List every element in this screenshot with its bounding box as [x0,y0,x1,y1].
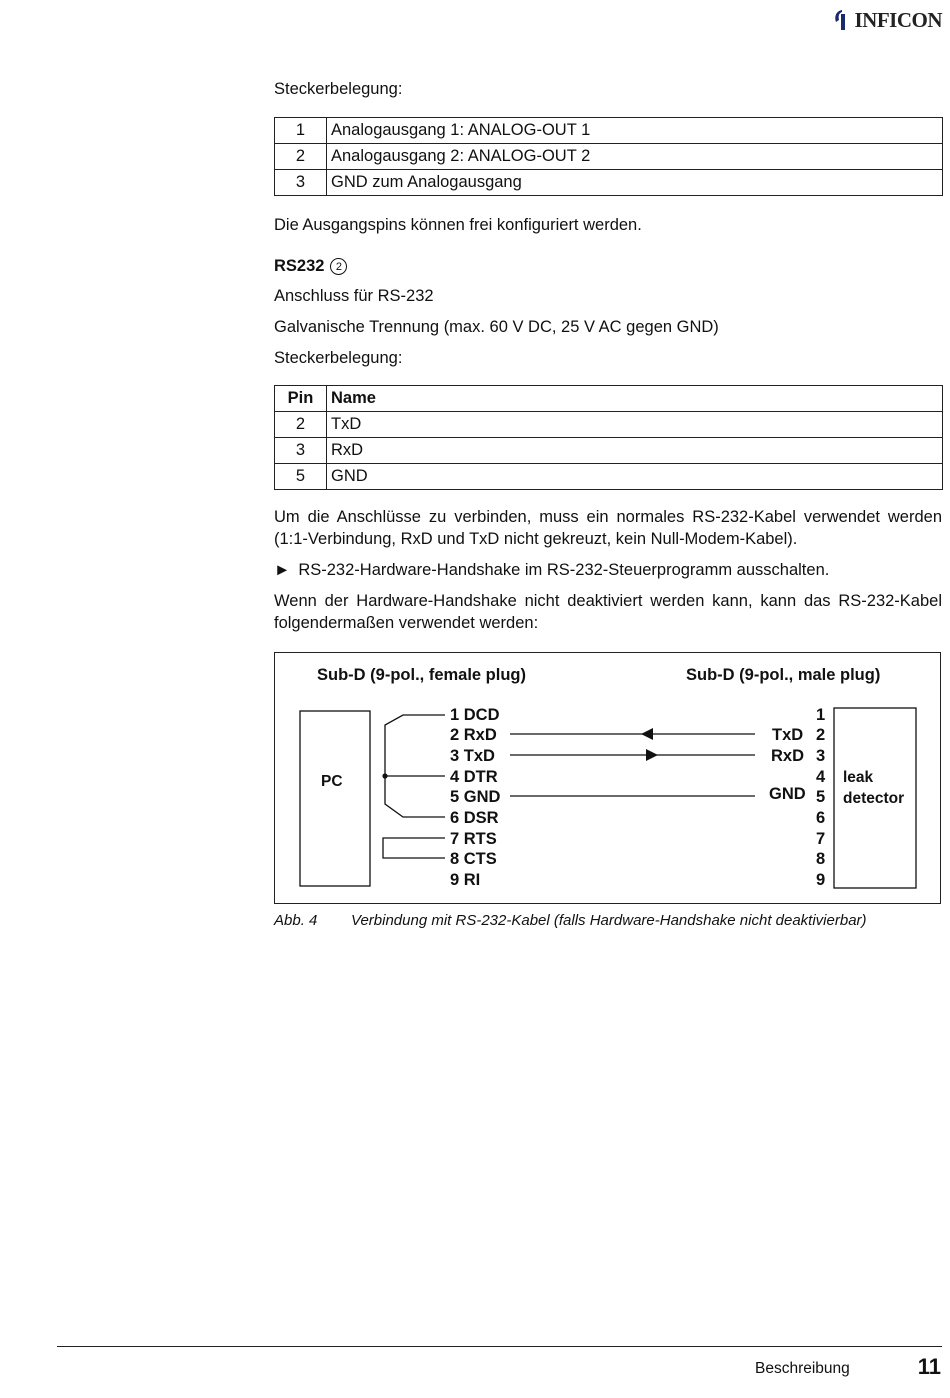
table-row [275,412,943,438]
rs232-label: Steckerbelegung: [274,349,403,367]
left-pin-labels [450,706,501,889]
figure-caption [274,912,867,929]
caption-text: Verbindung mit RS-232-Kabel (falls Hardware-Handshake nicht deaktivierbar) [351,912,867,929]
desc-cell: GND zum Analogausgang [327,170,943,196]
left-pin-2: 2 RxD [450,726,497,744]
left-pin-1: 1 DCD [450,706,500,724]
right-signal-txd: TxD [772,726,804,744]
wire-rts-cts-loop [383,838,445,858]
rs232-title: RS232 [274,257,325,275]
pc-box [300,711,370,886]
table-header-row [275,386,943,412]
table-row [275,144,943,170]
left-pin-6: 6 DSR [450,809,499,827]
left-connector-title: Sub-D (9-pol., female plug) [317,666,526,684]
right-pin-9: 9 [816,871,826,889]
right-connector-title: Sub-D (9-pol., male plug) [686,666,881,684]
pin-cell: 3 [275,438,327,464]
name-cell: TxD [327,412,943,438]
left-pin-3: 3 TxD [450,747,495,765]
junction-dot-icon [382,773,387,778]
brand-name: INFICON [854,7,942,32]
arrow-right-icon [646,749,658,761]
right-signal-gnd: GND [769,785,806,803]
header-pin: Pin [275,386,327,412]
pin-cell: 3 [275,170,327,196]
inficon-logo-icon [832,8,852,32]
right-pin-6: 6 [816,809,826,827]
signal-wires [383,715,755,858]
table-row [275,438,943,464]
footer-section: Beschreibung [755,1360,850,1377]
right-pin-8: 8 [816,850,826,868]
caption-number: Abb. 4 [274,912,318,929]
wiring-diagram [274,652,941,904]
bullet-arrow-icon: ► [274,561,291,579]
device-label-line2: detector [843,790,905,807]
pc-label: PC [321,773,343,790]
left-pin-5: 5 GND [450,788,501,806]
left-pin-4: 4 DTR [450,768,498,786]
rs232-line1: Anschluss für RS-232 [274,287,434,305]
arrow-left-icon [641,728,653,740]
left-pin-8: 8 CTS [450,850,497,868]
pin-cell: 1 [275,118,327,144]
pin-cell: 5 [275,464,327,490]
analog-pin-table [274,117,943,196]
table-row [275,118,943,144]
section1-note: Die Ausgangspins können frei konfiguriert werden. [274,216,642,234]
header-name: Name [327,386,943,412]
rs232-pin-table [274,385,943,490]
rs232-line2: Galvanische Trennung (max. 60 V DC, 25 V AC gegen GND) [274,318,719,336]
name-cell: GND [327,464,943,490]
callout-number-icon: 2 [330,258,347,275]
pin-cell: 2 [275,412,327,438]
page-content [274,78,942,634]
right-pin-1: 1 [816,706,826,724]
rs232-para2: Wenn der Hardware-Handshake nicht deaktiviert werden kann, kann das RS-232-Kabel folgendermaßen verwendet werden: [274,592,942,632]
desc-cell: Analogausgang 2: ANALOG-OUT 2 [327,144,943,170]
rs232-heading [274,257,942,276]
wire-dcd-dsr-bridge [385,715,445,817]
bullet-text: RS-232-Hardware-Handshake im RS-232-Steuerprogramm ausschalten. [298,561,830,579]
left-pin-7: 7 RTS [450,830,497,848]
footer-divider [57,1346,942,1347]
right-pin-3: 3 [816,747,826,765]
desc-cell: Analogausgang 1: ANALOG-OUT 1 [327,118,943,144]
inficon-logo [832,6,942,34]
device-label-line1: leak [843,769,874,786]
left-pin-9: 9 RI [450,871,481,889]
name-cell: RxD [327,438,943,464]
right-pin-2: 2 [816,726,826,744]
instruction-bullet [274,559,942,581]
right-signal-rxd: RxD [771,747,805,765]
right-pin-7: 7 [816,830,826,848]
pin-cell: 2 [275,144,327,170]
rs232-para1: Um die Anschlüsse zu verbinden, muss ein normales RS-232-Kabel verwendet werden (1:1-Verbindung, RxD und TxD nicht gekreuzt, kein Null-Modem-Kabel). [274,508,942,548]
table-row [275,464,943,490]
right-pin-5: 5 [816,788,826,806]
page-number: 11 [917,1354,941,1379]
section1-label: Steckerbelegung: [274,80,403,98]
right-pin-4: 4 [816,768,826,786]
right-pin-numbers [816,706,826,889]
table-row [275,170,943,196]
